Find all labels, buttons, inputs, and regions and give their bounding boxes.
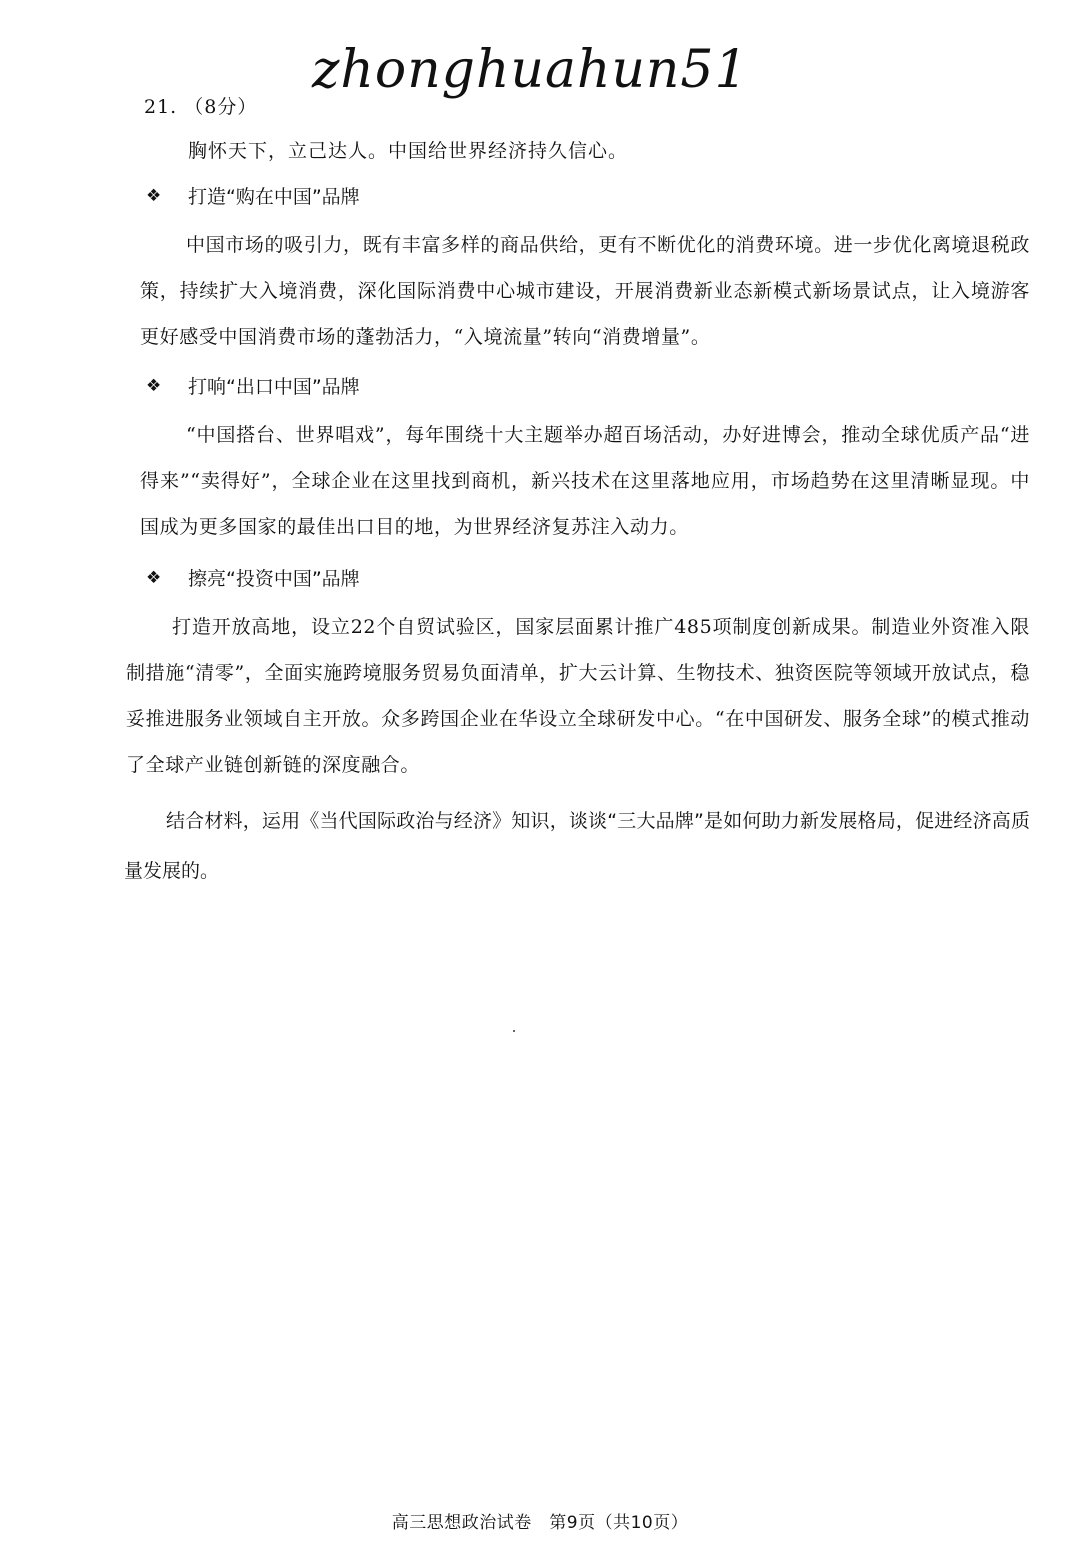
section-heading-text: 打造“购在中国”品牌 bbox=[188, 186, 360, 208]
diamond-bullet-icon: ❖ bbox=[146, 375, 162, 396]
section-body-export-china: “中国搭台、世界唱戏”，每年围绕十大主题举办超百场活动，办好进博会，推动全球优质产品“进得来”“卖得好”，全球企业在这里找到商机，新兴技术在这里落地应用，市场趋势在这里清晰显现。中国成为更多国家的最佳出口目的地，为世界经济复苏注入动力。 bbox=[140, 424, 1030, 538]
question-intro: 胸怀天下，立己达人。中国给世界经济持久信心。 bbox=[188, 140, 629, 162]
diamond-bullet-icon: ❖ bbox=[146, 185, 162, 206]
section-body-shop-in-china: 中国市场的吸引力，既有丰富多样的商品供给，更有不断优化的消费环境。进一步优化离境退税政策，持续扩大入境消费，深化国际消费中心城市建设，开展消费新业态新模式新场景试点，让入境游客更好感受中国消费市场的蓬勃活力，“入境流量”转向“消费增量”。 bbox=[140, 234, 1030, 348]
section-heading-invest-china bbox=[146, 564, 360, 591]
question-prompt: 结合材料，运用《当代国际政治与经济》知识，谈谈“三大品牌”是如何助力新发展格局，促进经济高质量发展的。 bbox=[124, 810, 1030, 882]
handwritten-watermark: zhonghuahun51 bbox=[312, 40, 749, 100]
question-number: 21. （8分） bbox=[144, 96, 258, 118]
section-body-invest-china: 打造开放高地，设立22个自贸试验区，国家层面累计推广485项制度创新成果。制造业外资准入限制措施“清零”，全面实施跨境服务贸易负面清单，扩大云计算、生物技术、独资医院等领域开放试点，稳妥推进服务业领域自主开放。众多跨国企业在华设立全球研发中心。“在中国研发、服务全球”的模式推动了全球产业链创新链的深度融合。 bbox=[126, 616, 1030, 776]
section-heading-text: 擦亮“投资中国”品牌 bbox=[188, 568, 360, 590]
section-heading-shop-in-china bbox=[146, 182, 360, 209]
diamond-bullet-icon: ❖ bbox=[146, 567, 162, 588]
section-heading-export-china bbox=[146, 372, 360, 399]
scan-speck bbox=[513, 1030, 515, 1032]
page-footer: 高三思想政治试卷 第9页（共10页） bbox=[391, 1513, 689, 1533]
section-heading-text: 打响“出口中国”品牌 bbox=[188, 376, 360, 398]
